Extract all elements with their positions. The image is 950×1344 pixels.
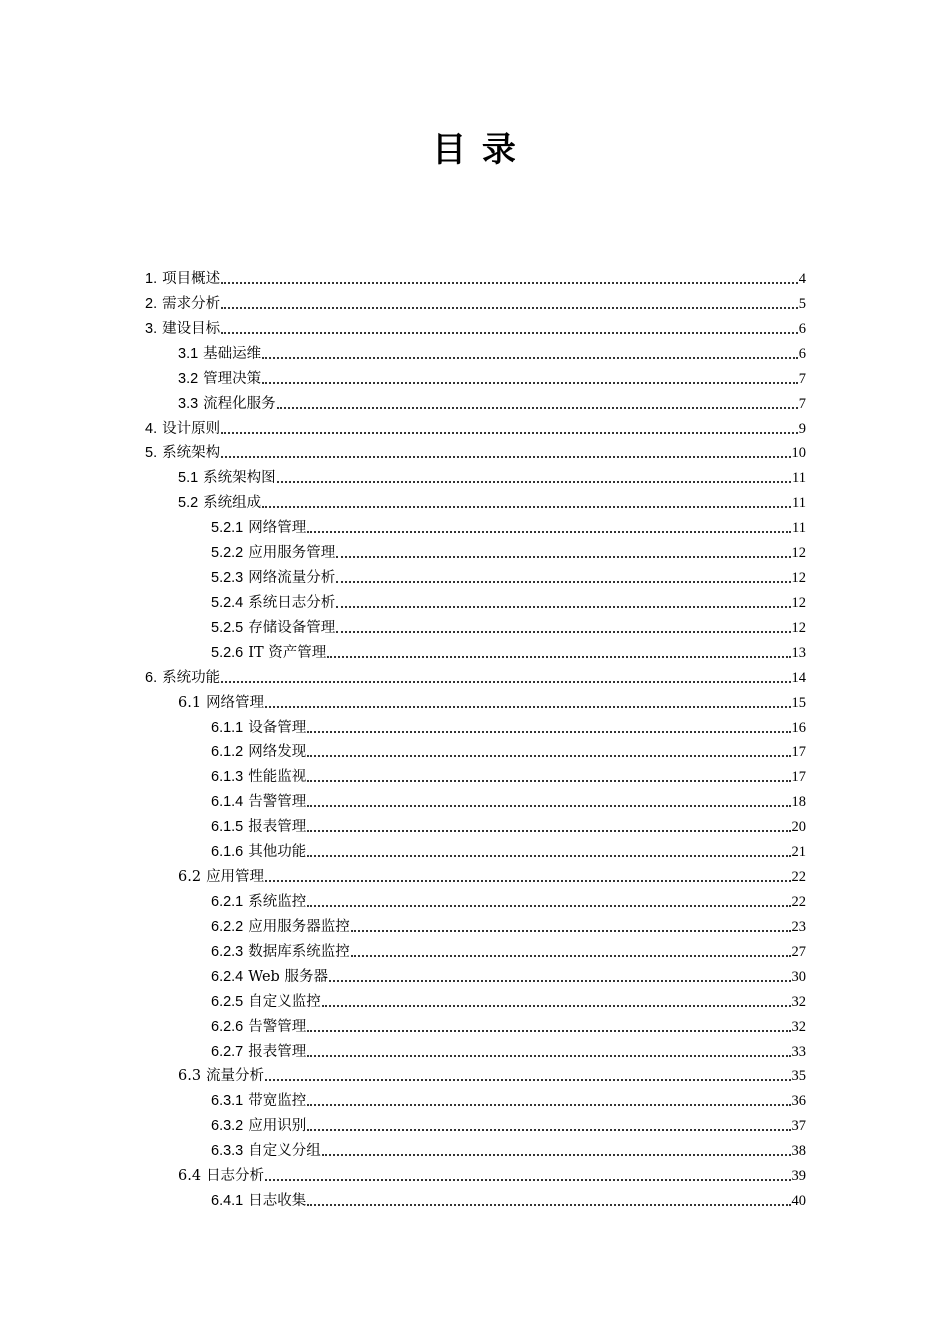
- toc-entry-page: 17: [791, 769, 806, 785]
- toc-entry-number: 6.2.4: [211, 969, 244, 985]
- toc-entry-title: 网络流量分析: [248, 570, 336, 586]
- toc-entry-number: 6.3: [178, 1068, 202, 1084]
- toc-entry[interactable]: [211, 639, 806, 663]
- toc-dot-leader: [221, 681, 790, 683]
- toc-entry[interactable]: [178, 390, 806, 414]
- toc-entry[interactable]: [211, 838, 806, 862]
- toc-entry-number: 6.3.1: [211, 1093, 244, 1109]
- toc-entry-page: 14: [791, 670, 806, 686]
- toc-dot-leader: [351, 955, 791, 957]
- toc-dot-leader: [307, 905, 790, 907]
- toc-entry-title: 网络发现: [248, 744, 307, 760]
- toc-entry[interactable]: [145, 315, 806, 339]
- toc-entry-title: 项目概述: [162, 271, 221, 287]
- toc-entry[interactable]: [211, 1137, 806, 1161]
- toc-entry-title: 存储设备管理: [248, 620, 336, 636]
- toc-entry-page: 12: [791, 595, 806, 611]
- toc-entry-page: 22: [791, 894, 806, 910]
- toc-entry[interactable]: [211, 514, 806, 538]
- toc-entry-title: 告警管理: [248, 794, 307, 810]
- toc-entry-title: 设备管理: [248, 720, 307, 736]
- toc-entry[interactable]: [178, 689, 806, 713]
- toc-entry-page: 40: [791, 1193, 806, 1209]
- toc-entry-number: 6.2.6: [211, 1019, 244, 1035]
- toc-dot-leader: [336, 606, 790, 608]
- toc-entry-number: 6.4: [178, 1168, 202, 1184]
- toc-entry-page: 36: [791, 1093, 806, 1109]
- toc-entry-page: 23: [791, 919, 806, 935]
- toc-dot-leader: [265, 1179, 790, 1181]
- toc-dot-leader: [307, 1204, 790, 1206]
- toc-entry[interactable]: [145, 290, 806, 314]
- toc-dot-leader: [265, 706, 790, 708]
- toc-entry-number: 6.1.6: [211, 844, 244, 860]
- toc-entry[interactable]: [211, 1187, 806, 1211]
- toc-dot-leader: [265, 880, 790, 882]
- toc-entry-number: 3.: [145, 321, 158, 337]
- toc-entry-title: 应用管理: [206, 869, 265, 885]
- toc-entry[interactable]: [178, 489, 806, 513]
- toc-dot-leader: [307, 755, 790, 757]
- toc-entry-page: 32: [791, 1019, 806, 1035]
- toc-entry-page: 7: [798, 371, 806, 387]
- toc-dot-leader: [336, 581, 790, 583]
- toc-entry-page: 39: [791, 1168, 806, 1184]
- toc-entry-title: Web 服务器: [248, 969, 328, 985]
- toc-entry[interactable]: [211, 1112, 806, 1136]
- toc-dot-leader: [221, 432, 798, 434]
- toc-dot-leader: [307, 1129, 790, 1131]
- toc-entry[interactable]: [211, 913, 806, 937]
- toc-dot-leader: [307, 1030, 790, 1032]
- toc-dot-leader: [322, 1005, 791, 1007]
- toc-entry[interactable]: [211, 589, 806, 613]
- toc-entry-title: 网络管理: [206, 695, 265, 711]
- toc-entry[interactable]: [211, 938, 806, 962]
- toc-entry-number: 3.1: [178, 346, 199, 362]
- toc-dot-leader: [221, 456, 790, 458]
- toc-entry-title: 流程化服务: [203, 396, 276, 412]
- toc-entry-title: 数据库系统监控: [248, 944, 350, 960]
- toc-entry-number: 2.: [145, 296, 158, 312]
- toc-dot-leader: [307, 1104, 790, 1106]
- toc-entry[interactable]: [178, 1162, 806, 1186]
- toc-entry-title: 系统架构图: [203, 470, 276, 486]
- toc-entry[interactable]: [211, 539, 806, 563]
- toc-dot-leader: [351, 930, 791, 932]
- toc-dot-leader: [277, 407, 798, 409]
- toc-entry-title: 需求分析: [162, 296, 221, 312]
- toc-entry-title: 告警管理: [248, 1019, 307, 1035]
- toc-entry-title: 应用服务管理: [248, 545, 336, 561]
- toc-entry-number: 6.2.2: [211, 919, 244, 935]
- toc-entry-number: 6.3.3: [211, 1143, 244, 1159]
- toc-dot-leader: [336, 556, 790, 558]
- toc-dot-leader: [221, 282, 798, 284]
- toc-dot-leader: [336, 631, 790, 633]
- toc-dot-leader: [329, 980, 791, 982]
- toc-entry-page: 4: [798, 271, 806, 287]
- toc-entry-page: 35: [791, 1068, 806, 1084]
- toc-entry-page: 18: [791, 794, 806, 810]
- toc-entry-page: 37: [791, 1118, 806, 1134]
- toc-entry-page: 5: [798, 296, 806, 312]
- toc-entry-page: 6: [798, 321, 806, 337]
- toc-entry-number: 5.: [145, 445, 158, 461]
- toc-entry[interactable]: [178, 464, 806, 488]
- toc-dot-leader: [262, 357, 798, 359]
- toc-entry[interactable]: [178, 863, 806, 887]
- toc-entry-title: 日志分析: [206, 1168, 265, 1184]
- toc-entry-title: 自定义分组: [248, 1143, 321, 1159]
- toc-entry-page: 32: [791, 994, 806, 1010]
- toc-entry-title: 其他功能: [248, 844, 307, 860]
- toc-entry[interactable]: [211, 1038, 806, 1062]
- toc-entry[interactable]: [211, 963, 806, 987]
- toc-entry-page: 22: [791, 869, 806, 885]
- toc-entry[interactable]: [178, 340, 806, 364]
- toc-entry-page: 10: [791, 445, 806, 461]
- toc-entry-number: 6.1.3: [211, 769, 244, 785]
- toc-entry[interactable]: [211, 1013, 806, 1037]
- toc-entry[interactable]: [211, 763, 806, 787]
- toc-entry-page: 38: [791, 1143, 806, 1159]
- toc-entry-page: 27: [791, 944, 806, 960]
- toc-entry-page: 11: [792, 520, 806, 536]
- toc-entry-number: 3.3: [178, 396, 199, 412]
- toc-entry-page: 30: [791, 969, 806, 985]
- toc-entry-title: 系统日志分析: [248, 595, 336, 611]
- toc-entry-number: 5.2.1: [211, 520, 244, 536]
- toc-entry[interactable]: [211, 738, 806, 762]
- toc-entry-number: 5.2.5: [211, 620, 244, 636]
- toc-entry-page: 9: [798, 421, 806, 437]
- toc-entry-page: 11: [792, 470, 806, 486]
- toc-entry-number: 6.1.1: [211, 720, 244, 736]
- toc-dot-leader: [221, 307, 798, 309]
- toc-dot-leader: [307, 780, 790, 782]
- toc-dot-leader: [307, 830, 790, 832]
- toc-entry-title: 系统组成: [203, 495, 262, 511]
- toc-entry-number: 5.2.4: [211, 595, 244, 611]
- toc-entry-number: 6.2: [178, 869, 202, 885]
- toc-entry-title: 系统监控: [248, 894, 307, 910]
- toc-entry-number: 6.4.1: [211, 1193, 244, 1209]
- toc-entry[interactable]: [178, 1062, 806, 1086]
- toc-entry[interactable]: [211, 564, 806, 588]
- toc-entry-page: 17: [791, 744, 806, 760]
- toc-dot-leader: [322, 1154, 791, 1156]
- toc-entry-page: 16: [791, 720, 806, 736]
- toc-entry-page: 21: [791, 844, 806, 860]
- toc-entry-title: IT 资产管理: [248, 645, 327, 661]
- page-title: 目 录: [432, 130, 518, 170]
- toc-entry-title: 建设目标: [162, 321, 221, 337]
- toc-entry-number: 5.2.3: [211, 570, 244, 586]
- toc-dot-leader: [277, 481, 791, 483]
- toc-entry-number: 5.2: [178, 495, 199, 511]
- toc-entry-number: 5.2.2: [211, 545, 244, 561]
- toc-entry-title: 报表管理: [248, 1044, 307, 1060]
- toc-entry-number: 6.1: [178, 695, 202, 711]
- toc-entry-page: 33: [791, 1044, 806, 1060]
- toc-dot-leader: [307, 731, 790, 733]
- toc-entry[interactable]: [211, 1087, 806, 1111]
- toc-entry-title: 应用识别: [248, 1118, 307, 1134]
- toc-entry-number: 4.: [145, 421, 158, 437]
- toc-entry[interactable]: [211, 788, 806, 812]
- toc-dot-leader: [307, 531, 791, 533]
- toc-entry-page: 20: [791, 819, 806, 835]
- toc-entry[interactable]: [211, 714, 806, 738]
- toc-dot-leader: [307, 1055, 790, 1057]
- toc-entry-number: 6.2.3: [211, 944, 244, 960]
- toc-entry-page: 12: [791, 570, 806, 586]
- toc-entry-title: 自定义监控: [248, 994, 321, 1010]
- toc-entry-title: 带宽监控: [248, 1093, 307, 1109]
- toc-dot-leader: [307, 805, 790, 807]
- toc-entry-title: 系统架构: [162, 445, 221, 461]
- toc-entry-number: 6.2.1: [211, 894, 244, 910]
- toc-dot-leader: [221, 332, 798, 334]
- toc-entry[interactable]: [178, 365, 806, 389]
- toc-entry[interactable]: [145, 439, 806, 463]
- toc-entry-title: 日志收集: [248, 1193, 307, 1209]
- toc-dot-leader: [262, 506, 791, 508]
- toc-entry-page: 6: [798, 346, 806, 362]
- toc-entry-number: 6.3.2: [211, 1118, 244, 1134]
- toc-entry-number: 5.2.6: [211, 645, 244, 661]
- toc-entry[interactable]: [145, 664, 806, 688]
- toc-entry[interactable]: [145, 265, 806, 289]
- toc-dot-leader: [262, 382, 798, 384]
- toc-entry-number: 1.: [145, 271, 158, 287]
- toc-entry-page: 13: [791, 645, 806, 661]
- toc-entry-title: 应用服务器监控: [248, 919, 350, 935]
- toc-entry-page: 12: [791, 620, 806, 636]
- toc-entry-title: 流量分析: [206, 1068, 265, 1084]
- toc-entry-title: 性能监视: [248, 769, 307, 785]
- toc-entry-title: 网络管理: [248, 520, 307, 536]
- toc-entry[interactable]: [145, 415, 806, 439]
- toc-entry-number: 6.1.5: [211, 819, 244, 835]
- toc-entry-title: 报表管理: [248, 819, 307, 835]
- toc-entry-page: 11: [792, 495, 806, 511]
- toc-entry-page: 15: [791, 695, 806, 711]
- toc-entry-page: 7: [798, 396, 806, 412]
- toc-entry-number: 6.: [145, 670, 158, 686]
- toc-entry[interactable]: [211, 614, 806, 638]
- toc-entry-title: 系统功能: [162, 670, 221, 686]
- toc-entry-number: 6.2.5: [211, 994, 244, 1010]
- toc-entry-number: 6.2.7: [211, 1044, 244, 1060]
- toc-entry-number: 3.2: [178, 371, 199, 387]
- toc-dot-leader: [327, 656, 790, 658]
- toc-dot-leader: [265, 1079, 790, 1081]
- toc-entry-number: 6.1.4: [211, 794, 244, 810]
- toc-dot-leader: [307, 855, 790, 857]
- toc-entry[interactable]: [211, 813, 806, 837]
- toc-entry[interactable]: [211, 888, 806, 912]
- toc-entry-number: 6.1.2: [211, 744, 244, 760]
- toc-entry-number: 5.1: [178, 470, 199, 486]
- toc-entry-title: 设计原则: [162, 421, 221, 437]
- toc-entry-title: 基础运维: [203, 346, 262, 362]
- toc-entry-page: 12: [791, 545, 806, 561]
- toc-entry-title: 管理决策: [203, 371, 262, 387]
- toc-entry[interactable]: [211, 988, 806, 1012]
